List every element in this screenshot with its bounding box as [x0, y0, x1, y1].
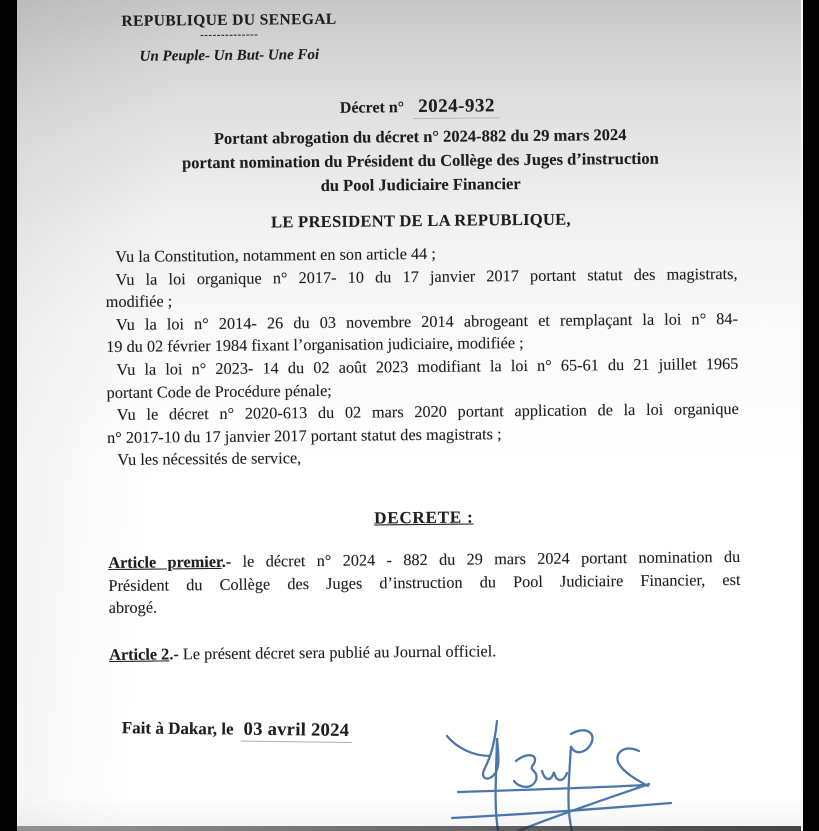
decree-title-line3: portant nomination du Président du Collège des Juges d’instruction	[181, 148, 659, 173]
preamble-line: n° 2017-10 du 17 janvier 2017 portant statut des magistrats ;	[106, 423, 502, 447]
preamble-line: portant Code de Procédure pénale;	[106, 380, 332, 402]
signature-ink-icon	[420, 690, 792, 831]
article-premier-text: le décret n° 2024 - 882 du 29 mars 2024 portant nomination du	[242, 546, 741, 571]
decree-title-line2: Portant abrogation du décret n° 2024-882 du 29 mars 2024	[213, 125, 627, 148]
preamble-line: Vu les nécessités de service,	[117, 448, 302, 470]
letterhead-divider: --------------	[199, 28, 259, 42]
decrete-heading-text: DECRETE :	[374, 507, 474, 528]
article-2-separator: .-	[169, 644, 179, 664]
signoff-prefix: Fait à Dakar, le	[121, 718, 234, 739]
preamble-line: Vu le décret n° 2020-613 du 02 mars 2020 portant application de la loi organique	[116, 399, 739, 425]
article-2-line	[109, 638, 741, 667]
decree-label: Décret n°	[339, 99, 405, 117]
decree-title-line4: du Pool Judiciaire Financier	[320, 174, 521, 195]
signoff-date: 03 avril 2024	[240, 720, 352, 743]
country-name: REPUBLIQUE DU SENEGAL	[121, 10, 337, 30]
decrete-heading	[108, 505, 740, 531]
article-2-label: Article 2	[109, 644, 170, 664]
preamble-line: Vu la loi n° 2023- 14 du 02 août 2023 modifiant la loi n° 65-61 du 21 juillet 1965	[116, 353, 739, 379]
article-premier-label: Article premier	[108, 551, 222, 572]
letterhead	[111, 11, 347, 66]
paper-bottom-edge-shadow	[17, 826, 803, 831]
preamble-line: Vu la Constitution, notamment en son article 44 ;	[115, 243, 436, 266]
decree-number: 2024-932	[413, 95, 500, 119]
preamble-line: Vu la loi n° 2014- 26 du 03 novembre 2014 abrogeant et remplaçant la loi n° 84-	[115, 308, 739, 334]
article-premier-line: abrogé.	[108, 597, 158, 618]
president-heading: LE PRESIDENT DE LA REPUBLIQUE,	[271, 209, 571, 232]
preamble-line: modifiée ;	[105, 291, 173, 312]
document-page	[17, 0, 803, 831]
national-motto: Un Peuple- Un But- Une Foi	[139, 46, 320, 65]
article-2-text: Le présent décret sera publié au Journal officiel.	[182, 641, 497, 664]
article-premier-separator: .-	[221, 551, 232, 571]
document-content	[103, 0, 742, 742]
article-2	[109, 638, 741, 667]
black-border-left	[0, 0, 17, 831]
black-border-right	[801, 0, 819, 831]
preamble-line: Vu la loi organique n° 2017- 10 du 17 janvier 2017 portant statut des magistrats,	[115, 263, 738, 289]
decree-title-block	[104, 93, 737, 199]
preamble-line: 19 du 02 février 1984 fixant l’organisation judiciaire, modifiée ;	[106, 333, 524, 357]
article-premier-line: Président du Collège des Juges d’instruction du Pool Judiciaire Financier, est	[108, 569, 741, 595]
article-premier	[108, 546, 741, 620]
preamble	[105, 240, 739, 472]
decree-number-line	[104, 93, 736, 121]
